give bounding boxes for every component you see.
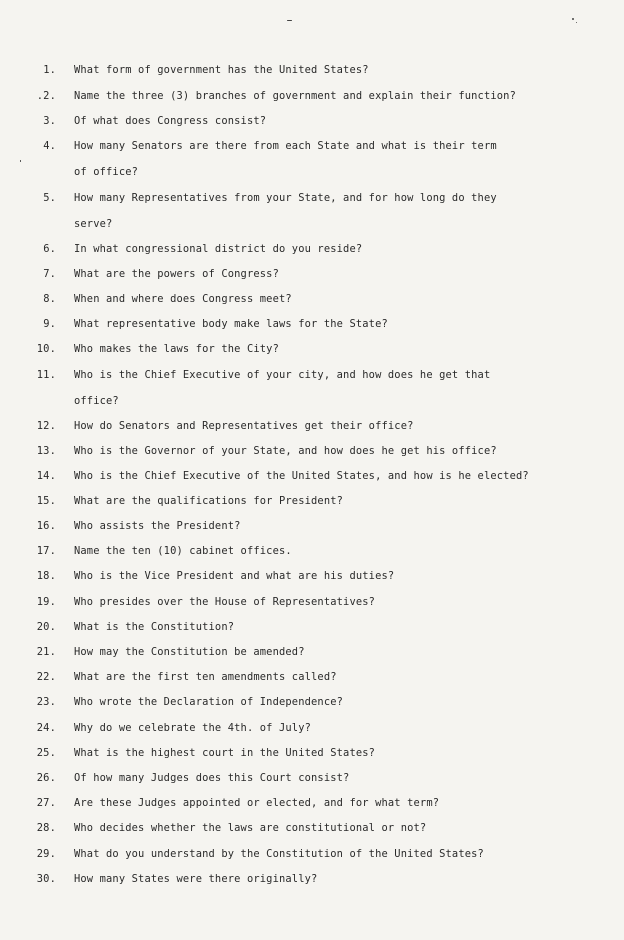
question-text: Who makes the laws for the City? [74,343,279,355]
question-text: Name the three (3) branches of government and explain their function? [74,90,516,102]
question-number: 30. [36,873,56,885]
question-text: In what congressional district do you reside? [74,243,363,255]
question-number: 20. [36,621,56,633]
question-number: 12. [36,420,56,432]
question-text: What representative body make laws for the State? [74,318,388,330]
question-text: Who wrote the Declaration of Independence? [74,696,344,708]
question-number: 18. [36,570,56,582]
paper-speck [572,18,574,20]
paper-speck [576,22,577,23]
question-text: Of what does Congress consist? [74,115,267,127]
question-number: 28. [36,822,56,834]
question-number: 21. [36,646,56,658]
question-text: Who presides over the House of Representatives? [74,596,376,608]
question-number: 19. [36,596,56,608]
question-text: Who is the Vice President and what are his duties? [74,570,395,582]
question-number: 23. [36,696,56,708]
question-number: 14. [36,470,56,482]
question-text: What are the first ten amendments called? [74,671,337,683]
question-text: How many Senators are there from each State and what is their term [74,140,497,152]
question-number: 11. [36,369,56,381]
question-number: 29. [36,848,56,860]
question-text: How may the Constitution be amended? [74,646,305,658]
question-number: 8. [43,293,56,305]
question-text: What do you understand by the Constitution of the United States? [74,848,484,860]
question-text: What are the qualifications for President? [74,495,344,507]
question-number: 9. [43,318,56,330]
question-text: What is the highest court in the United States? [74,747,376,759]
question-text: Who is the Governor of your State, and how does he get his office? [74,445,497,457]
question-text: What are the powers of Congress? [74,268,279,280]
question-number: 1. [43,64,56,76]
question-text: Of how many Judges does this Court consist? [74,772,350,784]
question-text-continuation: serve? [74,218,113,230]
question-number: 17. [36,545,56,557]
question-number: 10. [36,343,56,355]
question-text: How do Senators and Representatives get their office? [74,420,414,432]
question-number: 26. [36,772,56,784]
question-number: .2. [36,90,56,102]
question-number: 7. [43,268,56,280]
question-text: What is the Constitution? [74,621,235,633]
question-text: Are these Judges appointed or elected, and for what term? [74,797,440,809]
question-text-continuation: of office? [74,166,139,178]
question-number: 16. [36,520,56,532]
question-number: 24. [36,722,56,734]
paper-speck [287,20,292,21]
question-number: 25. [36,747,56,759]
question-number: 15. [36,495,56,507]
question-text: Who decides whether the laws are constitutional or not? [74,822,427,834]
question-text: Name the ten (10) cabinet offices. [74,545,292,557]
question-number: 6. [43,243,56,255]
question-text: How many Representatives from your State, and for how long do they [74,192,497,204]
question-number: 27. [36,797,56,809]
question-text: What form of government has the United States? [74,64,369,76]
question-text: Who is the Chief Executive of your city, and how does he get that [74,369,491,381]
question-number: 5. [43,192,56,204]
question-text: How many States were there originally? [74,873,318,885]
question-text: When and where does Congress meet? [74,293,292,305]
question-text: Why do we celebrate the 4th. of July? [74,722,312,734]
question-text-continuation: office? [74,395,119,407]
question-number: 22. [36,671,56,683]
question-text: Who is the Chief Executive of the United States, and how is he elected? [74,470,529,482]
question-number: 4. [43,140,56,152]
paper-speck [20,160,21,162]
question-number: 3. [43,115,56,127]
question-text: Who assists the President? [74,520,241,532]
question-number: 13. [36,445,56,457]
